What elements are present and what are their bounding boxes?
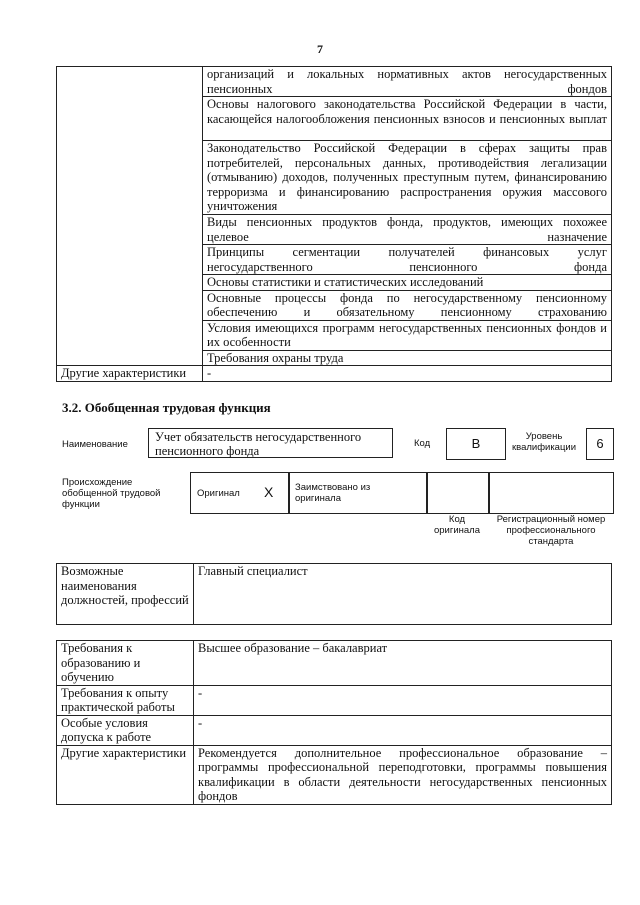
requirement-value: Высшее образование – бакалавриат <box>194 641 612 686</box>
knowledge-label-cell <box>57 67 203 366</box>
knowledge-row: Виды пенсионных продуктов фонда, продуктов, имеющих похожее целевое назначение <box>203 215 612 245</box>
code-original-box <box>426 472 490 514</box>
requirement-value: - <box>194 715 612 745</box>
requirement-label: Особые условия допуска к работе <box>57 715 194 745</box>
page-number: 7 <box>317 42 323 56</box>
requirements-table <box>56 640 612 805</box>
knowledge-row: Условия имеющихся программ негосударственных пенсионных фондов и их особенности <box>203 320 612 350</box>
knowledge-row: Основы налогового законодательства Российской Федерации в части, касающейся налогообложения пенсионных взносов и пенсионных выплат <box>203 97 612 141</box>
code-original-caption: Код оригинала <box>433 514 480 536</box>
positions-table <box>56 563 612 625</box>
reg-number-caption: Регистрационный номер профессионального стандарта <box>496 514 606 547</box>
other-characteristics-value: - <box>203 366 612 382</box>
requirement-label: Требования к опыту практической работы <box>57 685 194 715</box>
knowledge-row: Основные процессы фонда по негосударственному пенсионному обеспечению и обязательному пенсионному страхованию <box>203 290 612 320</box>
reg-number-box <box>488 472 614 514</box>
positions-value: Главный специалист <box>194 564 612 625</box>
level-label: Уровень квалификации <box>511 431 577 453</box>
section-title: 3.2. Обобщенная трудовая функция <box>62 400 271 415</box>
requirement-label: Требования к образованию и обучению <box>57 641 194 686</box>
level-value-box: 6 <box>586 428 614 460</box>
knowledge-row: Законодательство Российской Федерации в сферах защиты прав потребителей, персональных данных, противодействия легализации (отмыванию) доходов, полученных преступным путем, финансированию терроризма и финансированию распространения оружия массового уничтожения <box>203 141 612 215</box>
borrowed-box <box>288 472 428 514</box>
code-label: Код <box>414 438 431 449</box>
function-name-box: Учет обязательств негосударственного пенсионного фонда <box>148 428 393 458</box>
original-label: Оригинал <box>197 488 240 499</box>
requirement-label: Другие характеристики <box>57 745 194 804</box>
name-label: Наименование <box>62 439 128 450</box>
original-box <box>190 472 290 514</box>
code-value-box: B <box>446 428 506 460</box>
knowledge-table <box>56 66 612 382</box>
knowledge-row: Принципы сегментации получателей финансовых услуг негосударственного пенсионного фонда <box>203 245 612 275</box>
requirement-value: Рекомендуется дополнительное профессиональное образование – программы профессиональной переподготовки, программы повышения квалификации в области деятельности негосударственных пенсионных фондов <box>194 745 612 804</box>
knowledge-row: Основы статистики и статистических исследований <box>203 275 612 291</box>
borrowed-label: Заимствовано из оригинала <box>295 482 371 504</box>
positions-label: Возможные наименования должностей, профессий <box>57 564 194 625</box>
knowledge-row: организаций и локальных нормативных актов негосударственных пенсионных фондов <box>203 67 612 97</box>
origin-label: Происхождение обобщенной трудовой функции <box>62 477 161 510</box>
other-characteristics-label: Другие характеристики <box>57 366 203 382</box>
requirement-value: - <box>194 685 612 715</box>
knowledge-row: Требования охраны труда <box>203 350 612 366</box>
original-mark: X <box>264 484 274 500</box>
